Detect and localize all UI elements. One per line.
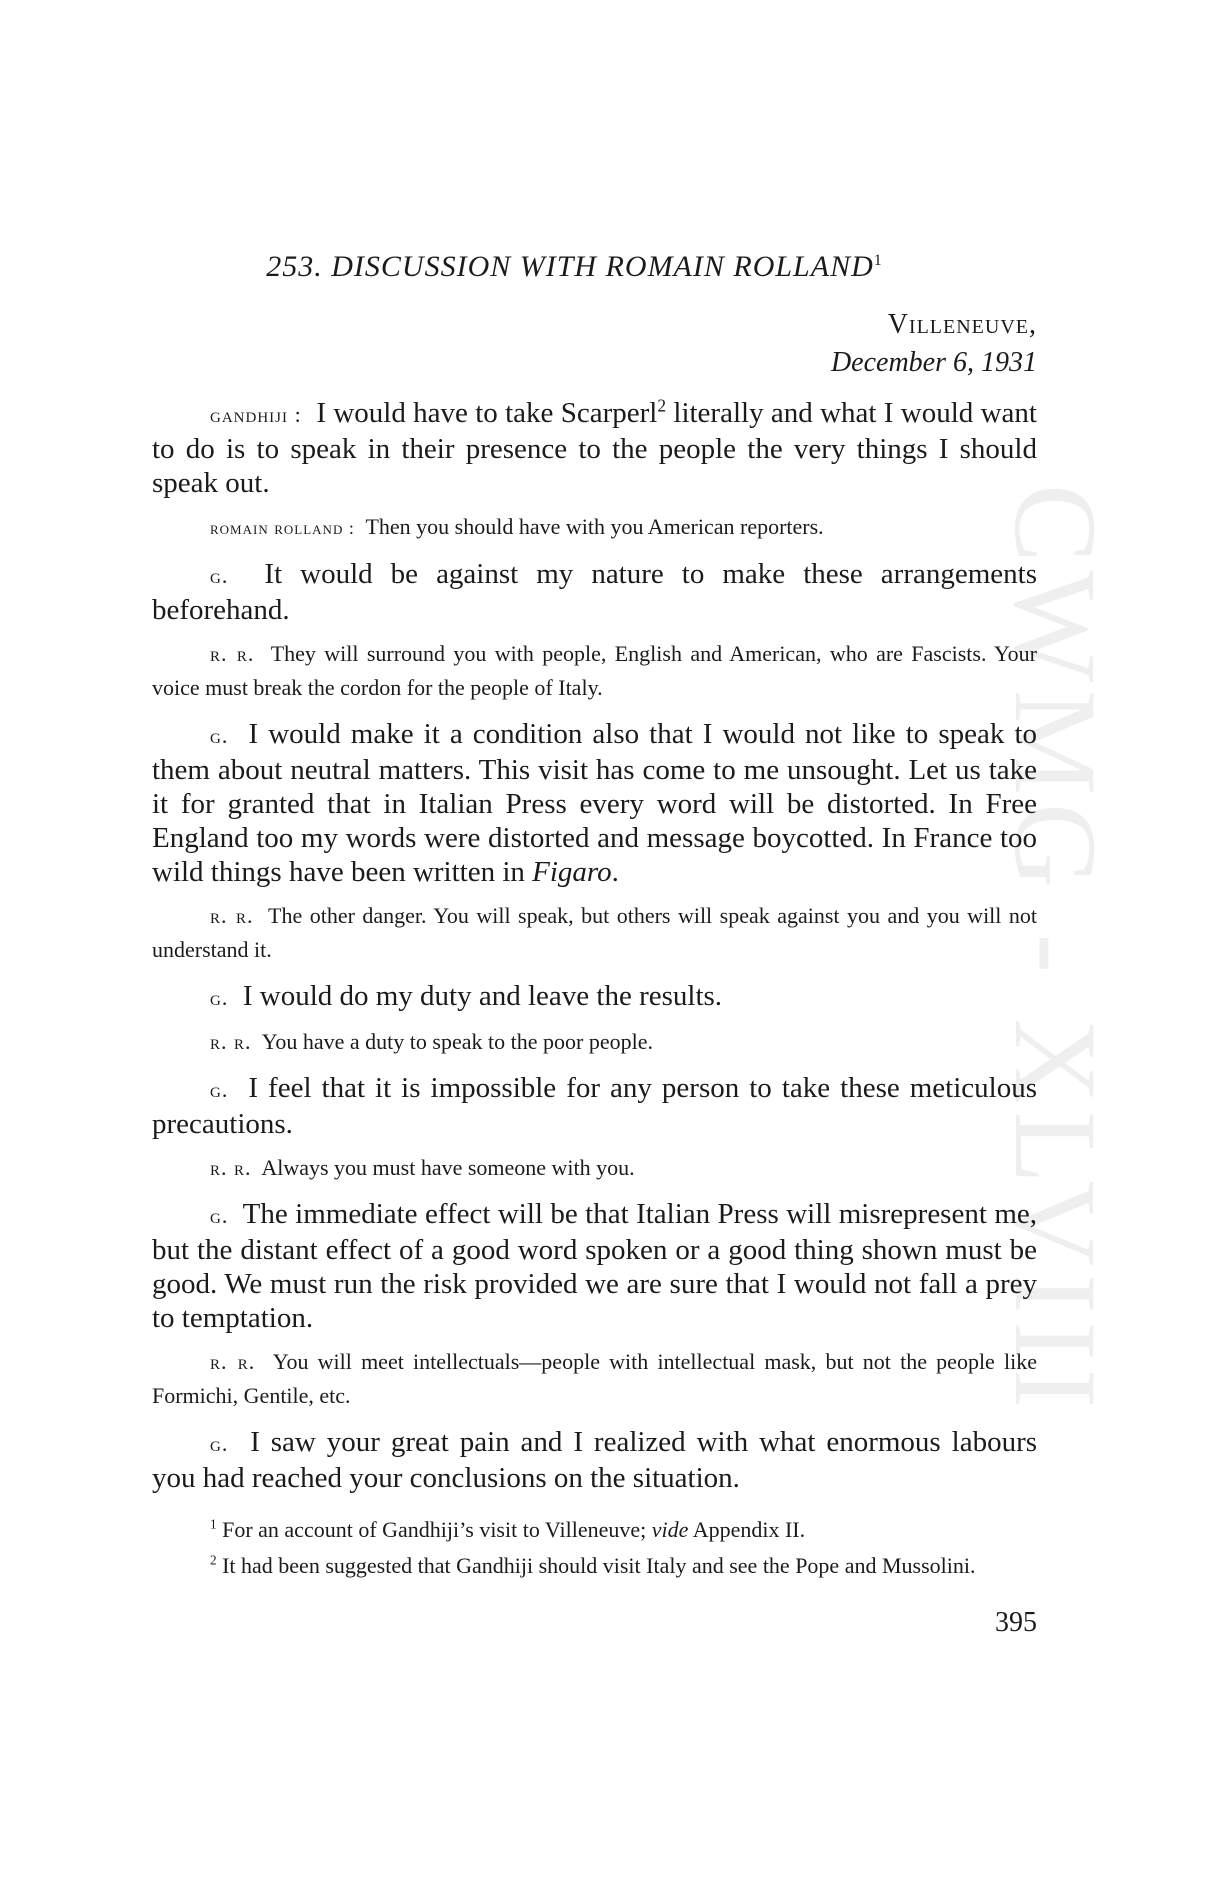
speaker-label: r. r. — [210, 641, 255, 666]
speech-text: I would make it a condition also that I would not like to speak to them about neutral matters. This visit has come to me unsought. Let us take it for granted that in Italian Press every word will be distorted. In Free England too my words were distorted and message boycotted. In France too wild things have been written in — [152, 718, 1037, 888]
dialogue-gandhi-6 — [152, 1197, 1037, 1335]
speaker-label: gandhiji : — [210, 402, 302, 427]
dialogue-rolland-4 — [152, 1025, 1037, 1059]
speaker-label: g. — [210, 1431, 229, 1456]
speaker-label: r. r. — [210, 1155, 252, 1180]
footnote-1 — [152, 1515, 1037, 1545]
dialogue-rolland-3 — [152, 899, 1037, 967]
footnote-number: 1 — [210, 1516, 217, 1532]
dialogue-rolland-6 — [152, 1345, 1037, 1413]
speech-text: You will meet intellectuals—people with intellectual mask, but not the people like Formichi, Gentile, etc. — [152, 1349, 1037, 1408]
speech-text: They will surround you with people, English and American, who are Fascists. Your voice must break the cordon for the people of Italy. — [152, 641, 1038, 700]
dialogue-rolland-2 — [152, 637, 1037, 705]
speech-text: You have a duty to speak to the poor people. — [261, 1029, 653, 1054]
speaker-label: g. — [210, 1203, 229, 1228]
page-number: 395 — [995, 1607, 1037, 1638]
speaker-label: g. — [210, 985, 229, 1010]
speech-text: The other danger. You will speak, but others will speak against you and you will not understand it. — [152, 903, 1037, 962]
speech-text: I would have to take Scarperl — [316, 397, 658, 429]
speaker-label: g. — [210, 1077, 229, 1102]
speech-text: literally and what I would want to do is to speak in their presence to the people the very things I should speak out. — [152, 397, 1037, 499]
footnote-ref-2: 2 — [657, 395, 667, 416]
speech-text: I would do my duty and leave the results. — [242, 980, 723, 1012]
speech-text: Always you must have someone with you. — [261, 1155, 635, 1180]
dialogue-gandhi-3 — [152, 717, 1037, 889]
speech-text: I saw your great pain and I realized with what enormous labours you had reached your conclusions on the situation. — [152, 1426, 1038, 1494]
speech-text: The immediate effect will be that Italian Press will misrepresent me, but the distant effect of a good word spoken or a good thing shown must be good. We must run the risk provided we are sure that I would not fall a prey to temptation. — [152, 1198, 1037, 1334]
dialogue-gandhi-4 — [152, 979, 1037, 1015]
speaker-label: g. — [210, 723, 229, 748]
footnote-2 — [152, 1551, 1037, 1581]
document-page — [152, 250, 1037, 1639]
speech-text: It would be against my nature to make these arrangements beforehand. — [152, 558, 1038, 626]
speaker-label: r. r. — [210, 903, 254, 928]
title-footnote-ref: 1 — [873, 252, 883, 269]
dialogue-gandhi-7 — [152, 1425, 1037, 1495]
section-title — [152, 250, 1037, 284]
speech-text: Then you should have with you American reporters. — [365, 514, 824, 539]
title-text: 253. DISCUSSION WITH ROMAIN ROLLAND — [266, 250, 874, 283]
speaker-label: g. — [210, 563, 229, 588]
speaker-label: r. r. — [210, 1029, 252, 1054]
speaker-label: r. r. — [210, 1349, 256, 1374]
dialogue-gandhi-5 — [152, 1071, 1037, 1141]
footnote-text: For an account of Gandhiji’s visit to Villeneuve; — [222, 1517, 652, 1542]
place-line: Villeneuve, — [887, 309, 1037, 340]
dialogue-gandhi-1 — [152, 396, 1037, 500]
date-line: December 6, 1931 — [830, 347, 1037, 378]
watermark-text: CWMG - XLVIII — [990, 483, 1121, 1417]
footnotes — [152, 1515, 1037, 1581]
dialogue-rolland-1 — [152, 510, 1037, 545]
speech-text: I feel that it is impossible for any person to take these meticulous precautions. — [152, 1072, 1037, 1140]
footnote-text: Appendix II. — [688, 1517, 806, 1542]
footnote-italic: vide — [651, 1517, 689, 1542]
footnote-number: 2 — [210, 1552, 217, 1568]
italic-title: Figaro — [532, 856, 612, 888]
footnote-text: It had been suggested that Gandhiji should visit Italy and see the Pope and Mussolini. — [222, 1553, 976, 1578]
dialogue-rolland-5 — [152, 1151, 1037, 1185]
dialogue-gandhi-2 — [152, 557, 1037, 627]
speech-text: . — [611, 856, 619, 888]
speaker-label: romain rolland : — [210, 518, 355, 538]
